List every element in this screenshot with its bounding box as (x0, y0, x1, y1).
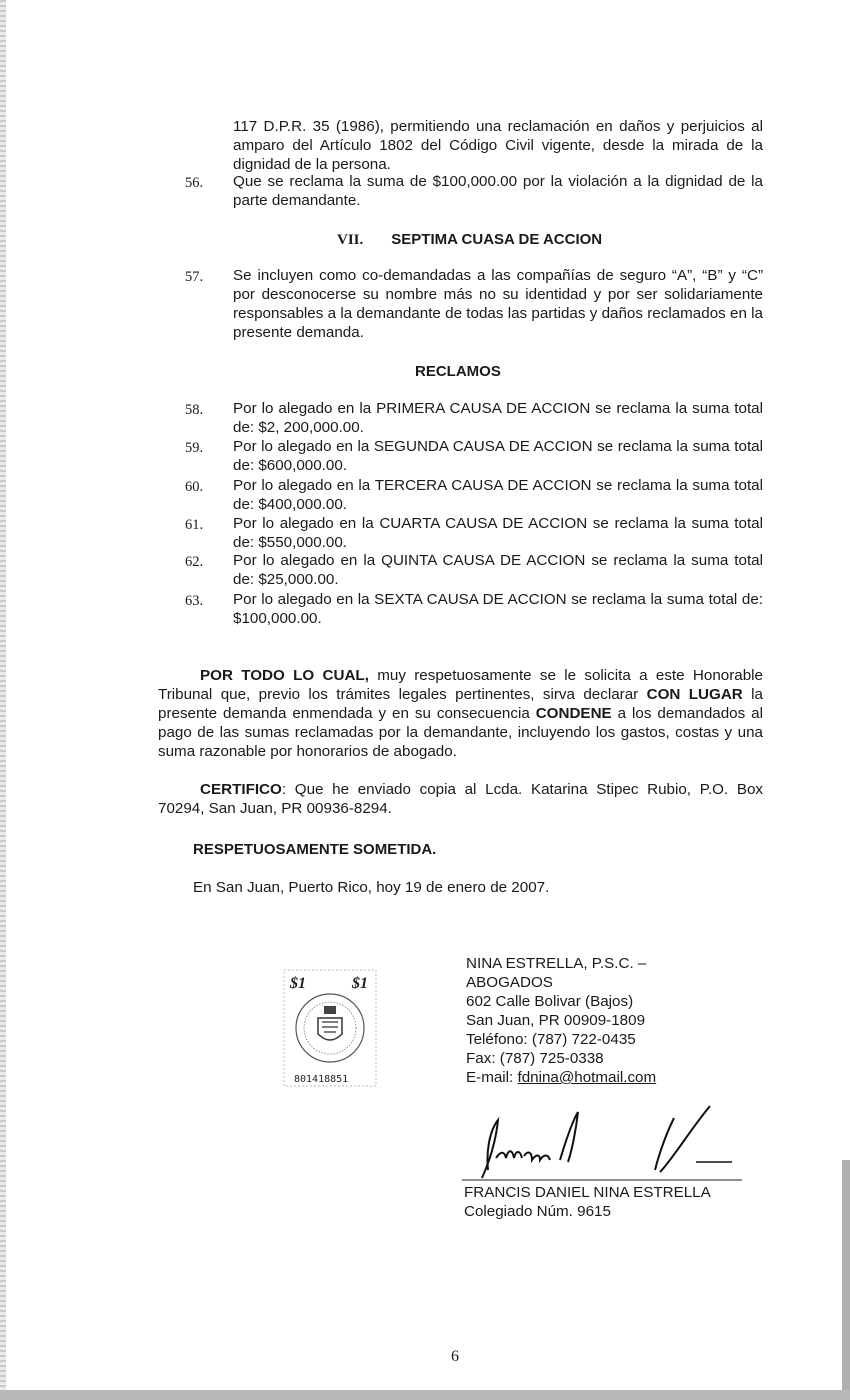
page-number: 6 (451, 1348, 459, 1365)
reclamo-number: 60. (185, 479, 204, 495)
section-title: SEPTIMA CUASA DE ACCION (391, 231, 603, 248)
reclamo-text: Por lo alegado en la SEGUNDA CAUSA DE ACCION se reclama la suma total de: $600,000.00. (233, 438, 763, 474)
prayer-text-3: a los demandados al pago de las sumas reclamadas por la demandante, incluyendo los gastos, costas y una suma razonable por honorarios de abogado. (158, 705, 763, 760)
prayer-text-1: muy respetuosamente se le solicita a este Honorable Tribunal que, previo los trámites legales pertinentes, sirva declarar (158, 667, 763, 703)
certifico-label: CERTIFICO (200, 781, 282, 798)
reclamo-text: Por lo alegado en la PRIMERA CAUSA DE ACCION se reclama la suma total de: $2, 200,000.00. (233, 400, 763, 436)
firm-name-line2: ABOGADOS (466, 974, 553, 991)
scan-edge-left (0, 0, 6, 1400)
firm-email-row (466, 1068, 656, 1087)
firm-fax: Fax: (787) 725-0338 (466, 1050, 604, 1067)
item-text: Se incluyen como co-demandadas a las compañías de seguro “A”, “B” y “C” por desconocerse su nombre más no su identidad y por ser solidariamente responsables a la demandante de todas las partidas y daños reclamados en la presente demanda. (233, 267, 763, 341)
stamp-serial: 801418851 (294, 1074, 349, 1085)
item-number: 57. (185, 269, 204, 285)
firm-email-link[interactable]: fdnina@hotmail.com (517, 1069, 657, 1086)
firm-email-label: E-mail: (466, 1069, 518, 1086)
reclamo-number: 62. (185, 554, 204, 570)
prayer-paragraph (158, 666, 763, 761)
handwritten-signature (460, 1100, 750, 1190)
signer-name: FRANCIS DANIEL NINA ESTRELLA (464, 1184, 711, 1201)
scan-edge-right (842, 1160, 850, 1400)
revenue-stamp-graphic (280, 968, 380, 1088)
stamp-value-left: $1 (290, 975, 306, 992)
signer-license: Colegiado Núm. 9615 (464, 1203, 611, 1220)
reclamos-heading: RECLAMOS (415, 363, 501, 380)
reclamo-text: Por lo alegado en la QUINTA CAUSA DE ACCION se reclama la suma total de: $25,000.00. (233, 552, 763, 588)
reclamo-number: 61. (185, 517, 204, 533)
prayer-con-lugar: CON LUGAR (646, 686, 743, 703)
prayer-condene: CONDENE (535, 705, 612, 722)
prayer-text-2: la presente demanda enmendada y en su consecuencia (158, 686, 763, 722)
certifico-text: : Que he enviado copia al Lcda. Katarina Stipec Rubio, P.O. Box 70294, San Juan, PR 00936-8294. (158, 781, 763, 817)
firm-phone: Teléfono: (787) 722-0435 (466, 1031, 636, 1048)
date-line: En San Juan, Puerto Rico, hoy 19 de enero de 2007. (193, 879, 550, 896)
firm-address-2: San Juan, PR 00909-1809 (466, 1012, 646, 1029)
scan-edge-bottom (0, 1390, 850, 1400)
stamp-value-right: $1 (352, 975, 368, 992)
item-number: 56. (185, 175, 204, 191)
revenue-stamp (280, 968, 380, 1088)
certifico-paragraph (158, 780, 763, 818)
section-heading (337, 230, 602, 250)
intro-paragraph: 117 D.P.R. 35 (1986), permitiendo una reclamación en daños y perjuicios al amparo del Artículo 1802 del Código Civil vigente, desde la mirada de la dignidad de la persona. (233, 118, 763, 173)
firm-contact-block (466, 954, 656, 1087)
reclamo-number: 58. (185, 402, 204, 418)
reclamo-number: 63. (185, 593, 204, 609)
section-roman-numeral: VII. (337, 232, 364, 248)
firm-name: NINA ESTRELLA, P.S.C. – (466, 955, 647, 972)
reclamo-text: Por lo alegado en la TERCERA CAUSA DE ACCION se reclama la suma total de: $400,000.00. (233, 477, 763, 513)
signer-block (464, 1183, 711, 1221)
prayer-lead: POR TODO LO CUAL, (200, 667, 369, 684)
firm-address-1: 602 Calle Bolivar (Bajos) (466, 993, 634, 1010)
reclamo-text: Por lo alegado en la CUARTA CAUSA DE ACCION se reclama la suma total de: $550,000.00. (233, 515, 763, 551)
reclamo-text: Por lo alegado en la SEXTA CAUSA DE ACCION se reclama la suma total de: $100,000.00. (233, 591, 763, 627)
item-text: Que se reclama la suma de $100,000.00 por la violación a la dignidad de la parte demandante. (233, 173, 763, 209)
reclamo-number: 59. (185, 440, 204, 456)
closing-line: RESPETUOSAMENTE SOMETIDA. (193, 841, 437, 858)
